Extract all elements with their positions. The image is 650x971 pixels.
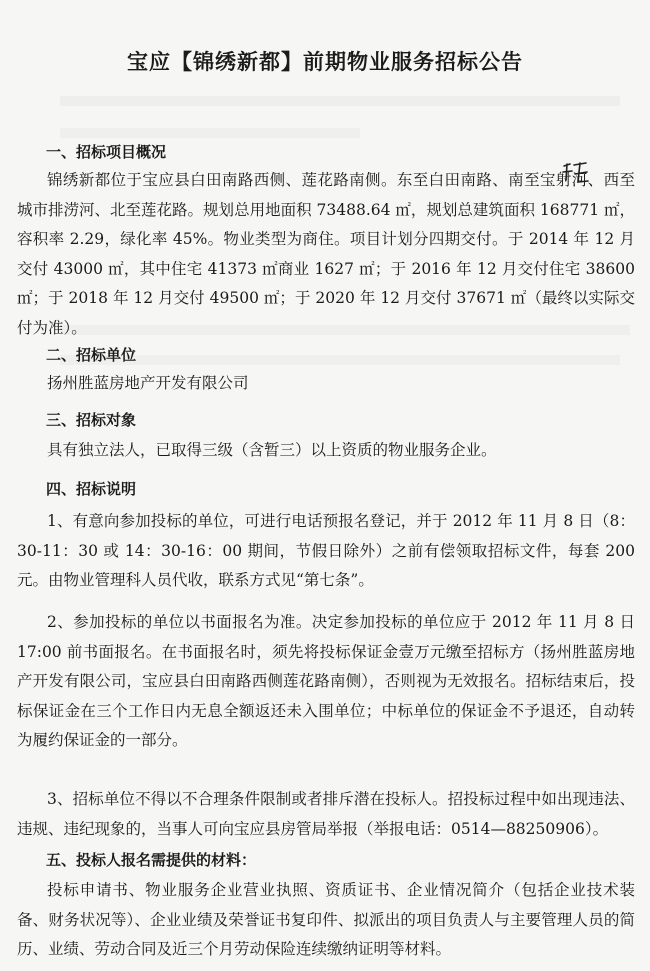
handwritten-signature-icon xyxy=(560,160,594,186)
section-paragraph-target: 具有独立法人，已取得三级（含暂三）以上资质的物业服务企业。 xyxy=(47,441,497,459)
section-paragraph-tenderer: 扬州胜蓝房地产开发有限公司 xyxy=(47,374,249,392)
bleed-through-mark xyxy=(60,355,620,365)
bleed-through-mark xyxy=(60,128,360,138)
section-paragraph-instruction-1: 1、有意向参加投标的单位，可进行电话预报名登记，并于 2012 年 11 月 8 日（8：30-11：30 或 14：30-16：00 期间，节假日除外）之前有偿领取招标文件，每套 200 元。由物业管理科人员代收，联系方式见“第七条”。 xyxy=(17,512,635,589)
section-heading-overview: 一、招标项目概况 xyxy=(46,143,167,161)
section-heading-tenderer: 二、招标单位 xyxy=(46,346,137,364)
section-paragraph-materials: 投标申请书、物业服务企业营业执照、资质证书、企业情况简介（包括企业技术装备、财务状况等）、企业业绩及荣誉证书复印件、拟派出的项目负责人与主要管理人员的简历、业绩、劳动合同及近三个月劳动保险连续缴纳证明等材料。 xyxy=(17,881,635,958)
section-paragraph-instruction-3: 3、招标单位不得以不合理条件限制或者排斥潜在投标人。招投标过程中如出现违法、违规、违纪现象的，当事人可向宝应县房管局举报（举报电话：0514—88250906）。 xyxy=(17,790,635,838)
bleed-through-mark xyxy=(60,96,620,106)
section-paragraph-instruction-2: 2、参加投标的单位以书面报名为准。决定参加投标的单位应于 2012 年 11 月 8 日 17:00 前书面报名。在书面报名时，须先将投标保证金壹万元缴至招标方（扬州胜蓝房地产开发有限公司，宝应县白田南路西侧莲花路南侧），否则视为无效报名。招标结束后，投标保证金在三个工作日内无息全额返还未入围单位；中标单位的保证金不予退还，自动转为履约保证金的一部分。 xyxy=(17,613,635,749)
section-heading-instructions: 四、招标说明 xyxy=(46,480,137,498)
section-paragraph-overview: 锦绣新都位于宝应县白田南路西侧、莲花路南侧。东至白田南路、南至宝射河、西至城市排涝河、北至莲花路。规划总用地面积 73488.64 ㎡，规划总建筑面积 168771 ㎡，容积率 2.29，绿化率 45%。物业类型为商住。项目计划分四期交付。于 2014 年 12 月交付 43000 ㎡，其中住宅 41373 ㎡商业 1627 ㎡；于 2016 年 12 月交付住宅 38600 ㎡；于 2018 年 12 月交付 49500 ㎡；于 2020 年 12 月交付 37671 ㎡（最终以实际交付为准）。 xyxy=(17,171,635,337)
page-title: 宝应【锦绣新都】前期物业服务招标公告 xyxy=(127,50,523,74)
section-heading-target: 三、招标对象 xyxy=(46,411,137,429)
section-heading-materials: 五、投标人报名需提供的材料： xyxy=(46,851,257,869)
